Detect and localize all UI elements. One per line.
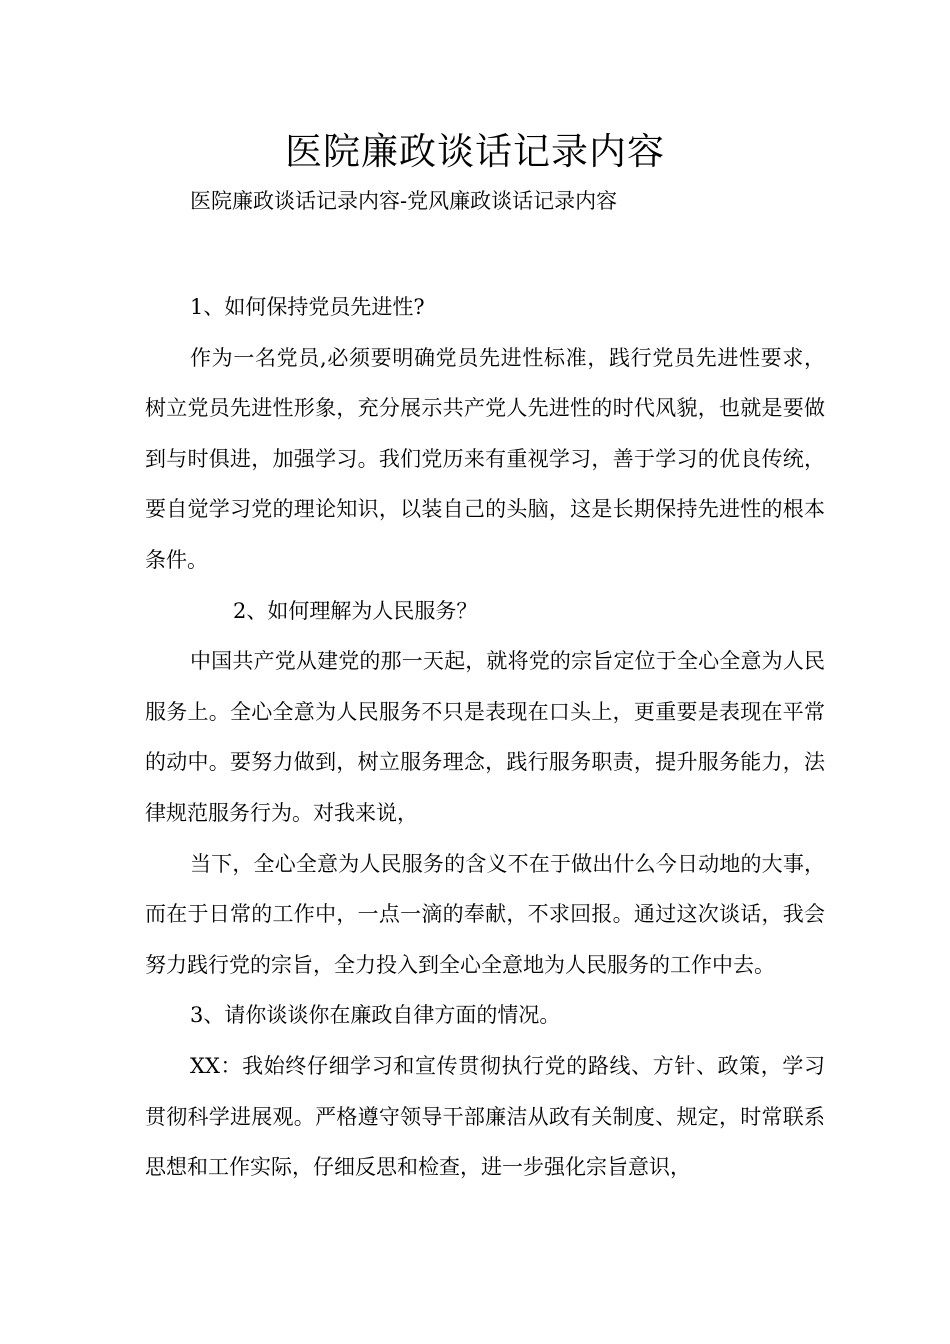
document-body — [145, 282, 825, 1193]
answer-2-paragraph-2: 当下，全心全意为人民服务的含义不在于做出什么今日动地的大事，而在于日常的工作中，一点一滴的奉献，不求回报。通过这次谈话，我会努力践行党的宗旨，全力投入到全心全意地为人民服务的工作中去。 — [145, 851, 825, 977]
question-2: 2、如何理解为人民服务？ — [233, 598, 478, 623]
question-3: 3、请你谈谈你在廉政自律方面的情况。 — [190, 1003, 561, 1028]
answer-3-paragraph: XX：我始终仔细学习和宣传贯彻执行党的路线、方针、政策，学习贯彻科学进展观。严格遵守领导干部廉洁从政有关制度、规定，时常联系思想和工作实际，仔细反思和检查，进一步强化宗旨意识， — [145, 1053, 825, 1180]
question-1: 1、如何保持党员先进性? — [190, 295, 425, 319]
document-subtitle: 医院廉政谈话记录内容-党风廉政谈话记录内容 — [190, 189, 618, 213]
answer-1-paragraph: 作为一名党员,必须要明确党员先进性标准，践行党员先进性要求，树立党员先进性形象，充分展示共产党人先进性的时代风貌，也就是要做到与时俱进，加强学习。我们党历来有重视学习，善于学习的优良传统，要自觉学习党的理论知识，以装自己的头脑，这是长期保持先进性的根本条件。 — [145, 345, 825, 572]
document-title: 医院廉政谈话记录内容 — [285, 130, 665, 173]
answer-2-paragraph-1: 中国共产党从建党的那一天起，就将党的宗旨定位于全心全意为人民服务上。全心全意为人民服务不只是表现在口头上，更重要是表现在平常的动中。要努力做到，树立服务理念，践行服务职责，提升服务能力，法律规范服务行为。对我来说， — [145, 649, 825, 825]
